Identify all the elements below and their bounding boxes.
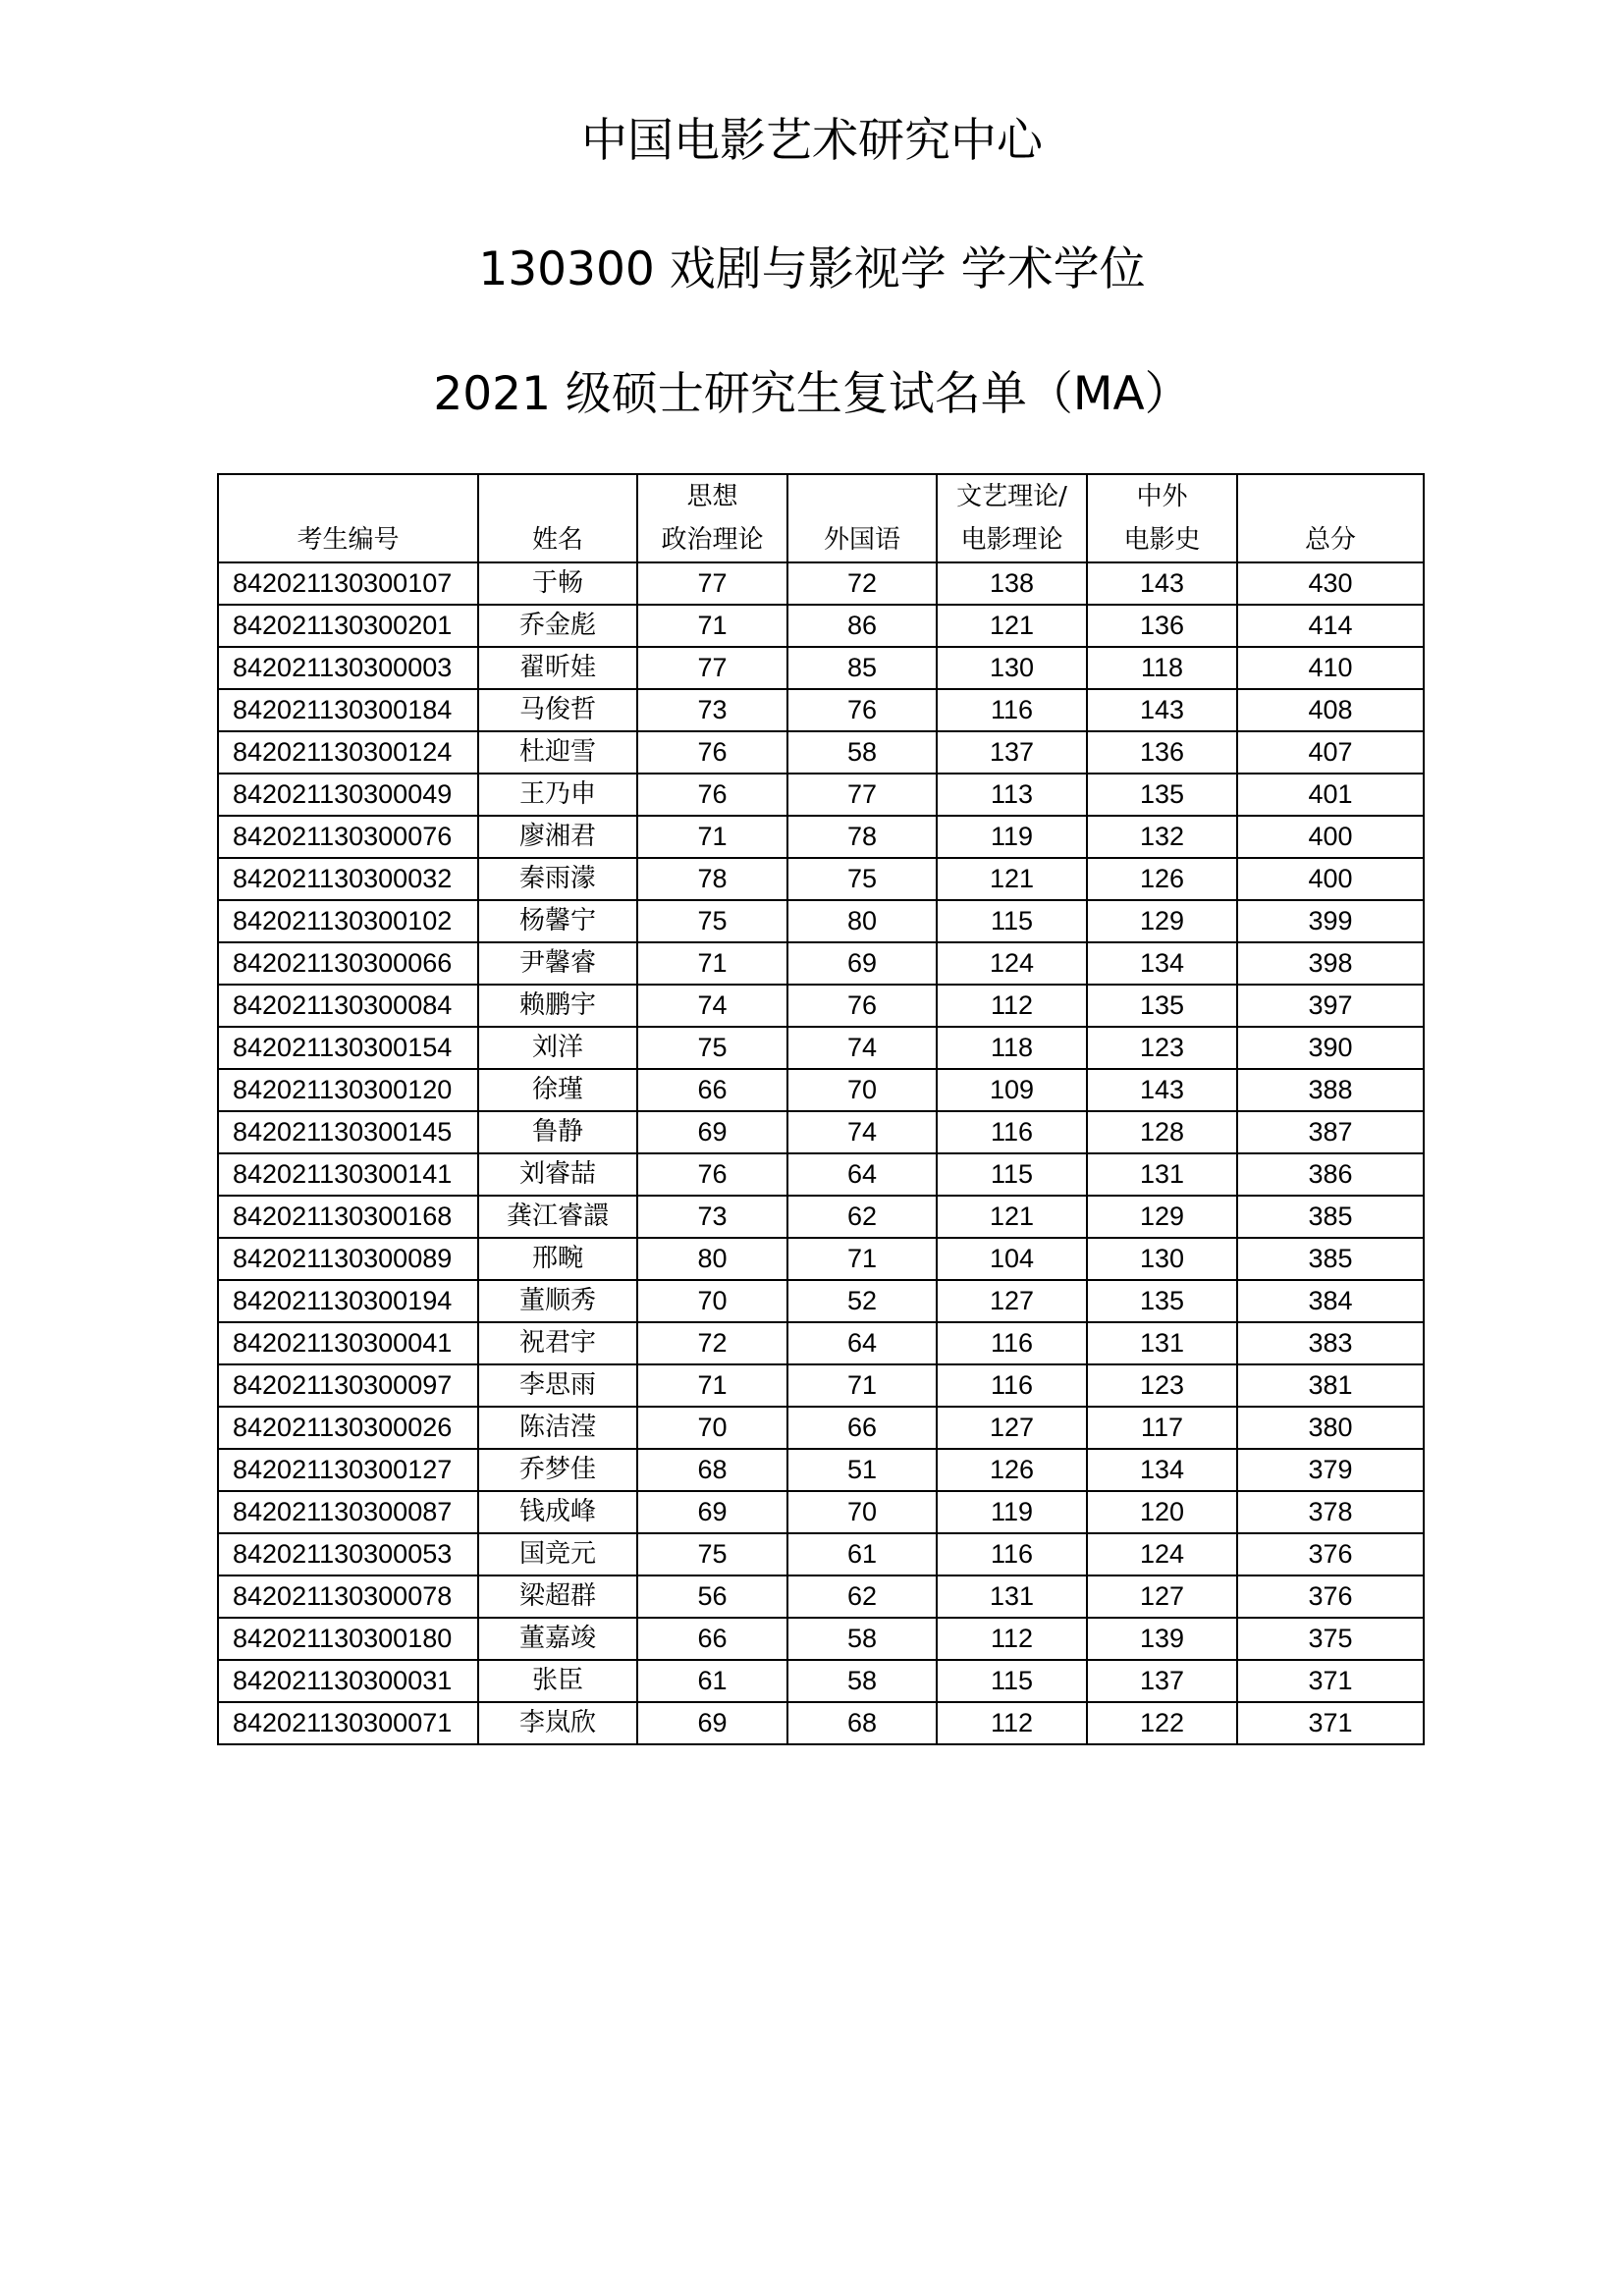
foreign-language-score-cell: 58 (787, 1618, 937, 1660)
name-cell: 陈洁滢 (478, 1407, 637, 1449)
exam-id-cell: 842021130300066 (218, 942, 478, 985)
total-score-cell: 390 (1237, 1027, 1424, 1069)
history-score-cell: 131 (1087, 1322, 1237, 1364)
document-subtitle-program: 130300 戏剧与影视学 学术学位 (478, 242, 1146, 296)
history-score-cell: 122 (1087, 1702, 1237, 1744)
table-row (218, 1491, 1424, 1533)
politics-score-cell: 69 (637, 1111, 787, 1153)
history-score-cell: 136 (1087, 605, 1237, 647)
theory-score-cell: 118 (937, 1027, 1087, 1069)
exam-id-cell: 842021130300201 (218, 605, 478, 647)
foreign-language-score-cell: 68 (787, 1702, 937, 1744)
history-score-cell: 123 (1087, 1364, 1237, 1407)
politics-score-cell: 69 (637, 1702, 787, 1744)
foreign-language-score-cell: 58 (787, 731, 937, 774)
politics-score-cell: 70 (637, 1407, 787, 1449)
politics-score-cell: 75 (637, 1533, 787, 1575)
politics-score-cell: 73 (637, 1196, 787, 1238)
table-row (218, 1575, 1424, 1618)
name-cell: 鲁静 (478, 1111, 637, 1153)
history-score-cell: 120 (1087, 1491, 1237, 1533)
total-score-cell: 378 (1237, 1491, 1424, 1533)
exam-id-cell: 842021130300032 (218, 858, 478, 900)
politics-score-cell: 61 (637, 1660, 787, 1702)
total-score-cell: 430 (1237, 562, 1424, 605)
history-score-cell: 130 (1087, 1238, 1237, 1280)
politics-score-cell: 76 (637, 731, 787, 774)
foreign-language-score-cell: 86 (787, 605, 937, 647)
retest-list-table (217, 473, 1425, 1745)
name-cell: 钱成峰 (478, 1491, 637, 1533)
table-row (218, 816, 1424, 858)
politics-score-cell: 71 (637, 816, 787, 858)
exam-id-cell: 842021130300168 (218, 1196, 478, 1238)
politics-score-cell: 78 (637, 858, 787, 900)
name-cell: 张臣 (478, 1660, 637, 1702)
total-score-cell: 385 (1237, 1196, 1424, 1238)
header-name: 姓名 (478, 474, 637, 562)
history-score-cell: 135 (1087, 774, 1237, 816)
name-cell: 董顺秀 (478, 1280, 637, 1322)
table-row (218, 1027, 1424, 1069)
foreign-language-score-cell: 51 (787, 1449, 937, 1491)
theory-score-cell: 115 (937, 1660, 1087, 1702)
foreign-language-score-cell: 69 (787, 942, 937, 985)
total-score-cell: 376 (1237, 1575, 1424, 1618)
name-cell: 马俊哲 (478, 689, 637, 731)
exam-id-cell: 842021130300049 (218, 774, 478, 816)
foreign-language-score-cell: 76 (787, 689, 937, 731)
exam-id-cell: 842021130300087 (218, 1491, 478, 1533)
exam-id-cell: 842021130300031 (218, 1660, 478, 1702)
foreign-language-score-cell: 71 (787, 1364, 937, 1407)
header-exam-id: 考生编号 (218, 474, 478, 562)
history-score-cell: 132 (1087, 816, 1237, 858)
header-foreign-language: 外国语 (787, 474, 937, 562)
history-score-cell: 134 (1087, 1449, 1237, 1491)
foreign-language-score-cell: 77 (787, 774, 937, 816)
theory-score-cell: 112 (937, 1702, 1087, 1744)
exam-id-cell: 842021130300089 (218, 1238, 478, 1280)
foreign-language-score-cell: 75 (787, 858, 937, 900)
theory-score-cell: 109 (937, 1069, 1087, 1111)
total-score-cell: 410 (1237, 647, 1424, 689)
table-row (218, 1449, 1424, 1491)
name-cell: 乔梦佳 (478, 1449, 637, 1491)
politics-score-cell: 77 (637, 562, 787, 605)
table-row (218, 647, 1424, 689)
document-subtitle-list: 2021 级硕士研究生复试名单（MA） (433, 367, 1191, 421)
politics-score-cell: 56 (637, 1575, 787, 1618)
foreign-language-score-cell: 74 (787, 1111, 937, 1153)
total-score-cell: 379 (1237, 1449, 1424, 1491)
total-score-cell: 375 (1237, 1618, 1424, 1660)
name-cell: 王乃申 (478, 774, 637, 816)
total-score-cell: 371 (1237, 1702, 1424, 1744)
table-row (218, 985, 1424, 1027)
politics-score-cell: 71 (637, 605, 787, 647)
politics-score-cell: 77 (637, 647, 787, 689)
total-score-cell: 407 (1237, 731, 1424, 774)
foreign-language-score-cell: 70 (787, 1069, 937, 1111)
politics-score-cell: 69 (637, 1491, 787, 1533)
politics-score-cell: 70 (637, 1280, 787, 1322)
history-score-cell: 143 (1087, 562, 1237, 605)
table-row (218, 1407, 1424, 1449)
politics-score-cell: 76 (637, 1153, 787, 1196)
theory-score-cell: 137 (937, 731, 1087, 774)
total-score-cell: 400 (1237, 858, 1424, 900)
total-score-cell: 380 (1237, 1407, 1424, 1449)
document-title: 中国电影艺术研究中心 (581, 114, 1043, 168)
exam-id-cell: 842021130300084 (218, 985, 478, 1027)
name-cell: 廖湘君 (478, 816, 637, 858)
theory-score-cell: 113 (937, 774, 1087, 816)
politics-score-cell: 71 (637, 942, 787, 985)
exam-id-cell: 842021130300041 (218, 1322, 478, 1364)
theory-score-cell: 116 (937, 1364, 1087, 1407)
exam-id-cell: 842021130300003 (218, 647, 478, 689)
theory-score-cell: 119 (937, 816, 1087, 858)
total-score-cell: 401 (1237, 774, 1424, 816)
exam-id-cell: 842021130300097 (218, 1364, 478, 1407)
exam-id-cell: 842021130300145 (218, 1111, 478, 1153)
history-score-cell: 127 (1087, 1575, 1237, 1618)
table-body (218, 562, 1424, 1744)
name-cell: 乔金彪 (478, 605, 637, 647)
history-score-cell: 129 (1087, 1196, 1237, 1238)
exam-id-cell: 842021130300127 (218, 1449, 478, 1491)
name-cell: 梁超群 (478, 1575, 637, 1618)
politics-score-cell: 72 (637, 1322, 787, 1364)
theory-score-cell: 127 (937, 1407, 1087, 1449)
theory-score-cell: 104 (937, 1238, 1087, 1280)
theory-score-cell: 119 (937, 1491, 1087, 1533)
name-cell: 国竞元 (478, 1533, 637, 1575)
exam-id-cell: 842021130300154 (218, 1027, 478, 1069)
table-row (218, 900, 1424, 942)
name-cell: 于畅 (478, 562, 637, 605)
table-row (218, 1660, 1424, 1702)
table-row (218, 1238, 1424, 1280)
name-cell: 刘睿喆 (478, 1153, 637, 1196)
foreign-language-score-cell: 61 (787, 1533, 937, 1575)
history-score-cell: 126 (1087, 858, 1237, 900)
foreign-language-score-cell: 66 (787, 1407, 937, 1449)
theory-score-cell: 116 (937, 1322, 1087, 1364)
history-score-cell: 117 (1087, 1407, 1237, 1449)
politics-score-cell: 66 (637, 1069, 787, 1111)
name-cell: 刘洋 (478, 1027, 637, 1069)
politics-score-cell: 74 (637, 985, 787, 1027)
politics-score-cell: 71 (637, 1364, 787, 1407)
foreign-language-score-cell: 62 (787, 1196, 937, 1238)
table-row (218, 689, 1424, 731)
total-score-cell: 383 (1237, 1322, 1424, 1364)
theory-score-cell: 112 (937, 985, 1087, 1027)
theory-score-cell: 115 (937, 1153, 1087, 1196)
history-score-cell: 137 (1087, 1660, 1237, 1702)
politics-score-cell: 80 (637, 1238, 787, 1280)
exam-id-cell: 842021130300180 (218, 1618, 478, 1660)
exam-id-cell: 842021130300026 (218, 1407, 478, 1449)
politics-score-cell: 73 (637, 689, 787, 731)
theory-score-cell: 116 (937, 1533, 1087, 1575)
theory-score-cell: 126 (937, 1449, 1087, 1491)
table-row (218, 1153, 1424, 1196)
total-score-cell: 398 (1237, 942, 1424, 985)
table-row (218, 858, 1424, 900)
name-cell: 龚江睿譞 (478, 1196, 637, 1238)
exam-id-cell: 842021130300107 (218, 562, 478, 605)
theory-score-cell: 121 (937, 1196, 1087, 1238)
header-art-film-theory: 文艺理论/ 电影理论 (937, 474, 1087, 562)
name-cell: 赖鹏宇 (478, 985, 637, 1027)
name-cell: 徐瑾 (478, 1069, 637, 1111)
history-score-cell: 143 (1087, 689, 1237, 731)
total-score-cell: 400 (1237, 816, 1424, 858)
foreign-language-score-cell: 80 (787, 900, 937, 942)
theory-score-cell: 131 (937, 1575, 1087, 1618)
theory-score-cell: 116 (937, 689, 1087, 731)
header-film-history: 中外 电影史 (1087, 474, 1237, 562)
foreign-language-score-cell: 58 (787, 1660, 937, 1702)
history-score-cell: 135 (1087, 1280, 1237, 1322)
exam-id-cell: 842021130300102 (218, 900, 478, 942)
history-score-cell: 118 (1087, 647, 1237, 689)
table-row (218, 1364, 1424, 1407)
history-score-cell: 131 (1087, 1153, 1237, 1196)
foreign-language-score-cell: 71 (787, 1238, 937, 1280)
exam-id-cell: 842021130300120 (218, 1069, 478, 1111)
politics-score-cell: 75 (637, 900, 787, 942)
foreign-language-score-cell: 70 (787, 1491, 937, 1533)
header-row (218, 474, 1424, 562)
theory-score-cell: 121 (937, 858, 1087, 900)
name-cell: 尹馨睿 (478, 942, 637, 985)
politics-score-cell: 68 (637, 1449, 787, 1491)
politics-score-cell: 75 (637, 1027, 787, 1069)
foreign-language-score-cell: 74 (787, 1027, 937, 1069)
foreign-language-score-cell: 64 (787, 1153, 937, 1196)
history-score-cell: 143 (1087, 1069, 1237, 1111)
name-cell: 翟昕娃 (478, 647, 637, 689)
theory-score-cell: 127 (937, 1280, 1087, 1322)
theory-score-cell: 121 (937, 605, 1087, 647)
total-score-cell: 414 (1237, 605, 1424, 647)
table-row (218, 562, 1424, 605)
total-score-cell: 397 (1237, 985, 1424, 1027)
exam-id-cell: 842021130300078 (218, 1575, 478, 1618)
name-cell: 李岚欣 (478, 1702, 637, 1744)
table-row (218, 1069, 1424, 1111)
foreign-language-score-cell: 62 (787, 1575, 937, 1618)
name-cell: 秦雨濛 (478, 858, 637, 900)
total-score-cell: 388 (1237, 1069, 1424, 1111)
history-score-cell: 123 (1087, 1027, 1237, 1069)
total-score-cell: 386 (1237, 1153, 1424, 1196)
foreign-language-score-cell: 72 (787, 562, 937, 605)
header-total: 总分 (1237, 474, 1424, 562)
name-cell: 董嘉竣 (478, 1618, 637, 1660)
name-cell: 邢畹 (478, 1238, 637, 1280)
total-score-cell: 387 (1237, 1111, 1424, 1153)
name-cell: 杜迎雪 (478, 731, 637, 774)
foreign-language-score-cell: 64 (787, 1322, 937, 1364)
exam-id-cell: 842021130300124 (218, 731, 478, 774)
table-row (218, 1618, 1424, 1660)
header-politics: 思想 政治理论 (637, 474, 787, 562)
foreign-language-score-cell: 76 (787, 985, 937, 1027)
theory-score-cell: 138 (937, 562, 1087, 605)
name-cell: 祝君宇 (478, 1322, 637, 1364)
theory-score-cell: 112 (937, 1618, 1087, 1660)
name-cell: 杨馨宁 (478, 900, 637, 942)
foreign-language-score-cell: 85 (787, 647, 937, 689)
total-score-cell: 376 (1237, 1533, 1424, 1575)
theory-score-cell: 124 (937, 942, 1087, 985)
total-score-cell: 408 (1237, 689, 1424, 731)
table-header (218, 474, 1424, 562)
theory-score-cell: 115 (937, 900, 1087, 942)
exam-id-cell: 842021130300184 (218, 689, 478, 731)
total-score-cell: 399 (1237, 900, 1424, 942)
table-row (218, 731, 1424, 774)
history-score-cell: 128 (1087, 1111, 1237, 1153)
table-row (218, 1533, 1424, 1575)
table-row (218, 605, 1424, 647)
table-row (218, 942, 1424, 985)
politics-score-cell: 66 (637, 1618, 787, 1660)
theory-score-cell: 130 (937, 647, 1087, 689)
table-row (218, 1322, 1424, 1364)
table-row (218, 1196, 1424, 1238)
table-row (218, 1702, 1424, 1744)
exam-id-cell: 842021130300076 (218, 816, 478, 858)
total-score-cell: 381 (1237, 1364, 1424, 1407)
history-score-cell: 124 (1087, 1533, 1237, 1575)
foreign-language-score-cell: 78 (787, 816, 937, 858)
total-score-cell: 385 (1237, 1238, 1424, 1280)
exam-id-cell: 842021130300071 (218, 1702, 478, 1744)
name-cell: 李思雨 (478, 1364, 637, 1407)
politics-score-cell: 76 (637, 774, 787, 816)
exam-id-cell: 842021130300141 (218, 1153, 478, 1196)
total-score-cell: 371 (1237, 1660, 1424, 1702)
total-score-cell: 384 (1237, 1280, 1424, 1322)
history-score-cell: 129 (1087, 900, 1237, 942)
theory-score-cell: 116 (937, 1111, 1087, 1153)
history-score-cell: 136 (1087, 731, 1237, 774)
history-score-cell: 139 (1087, 1618, 1237, 1660)
table-row (218, 774, 1424, 816)
table-row (218, 1111, 1424, 1153)
exam-id-cell: 842021130300053 (218, 1533, 478, 1575)
history-score-cell: 134 (1087, 942, 1237, 985)
history-score-cell: 135 (1087, 985, 1237, 1027)
foreign-language-score-cell: 52 (787, 1280, 937, 1322)
exam-id-cell: 842021130300194 (218, 1280, 478, 1322)
table-row (218, 1280, 1424, 1322)
